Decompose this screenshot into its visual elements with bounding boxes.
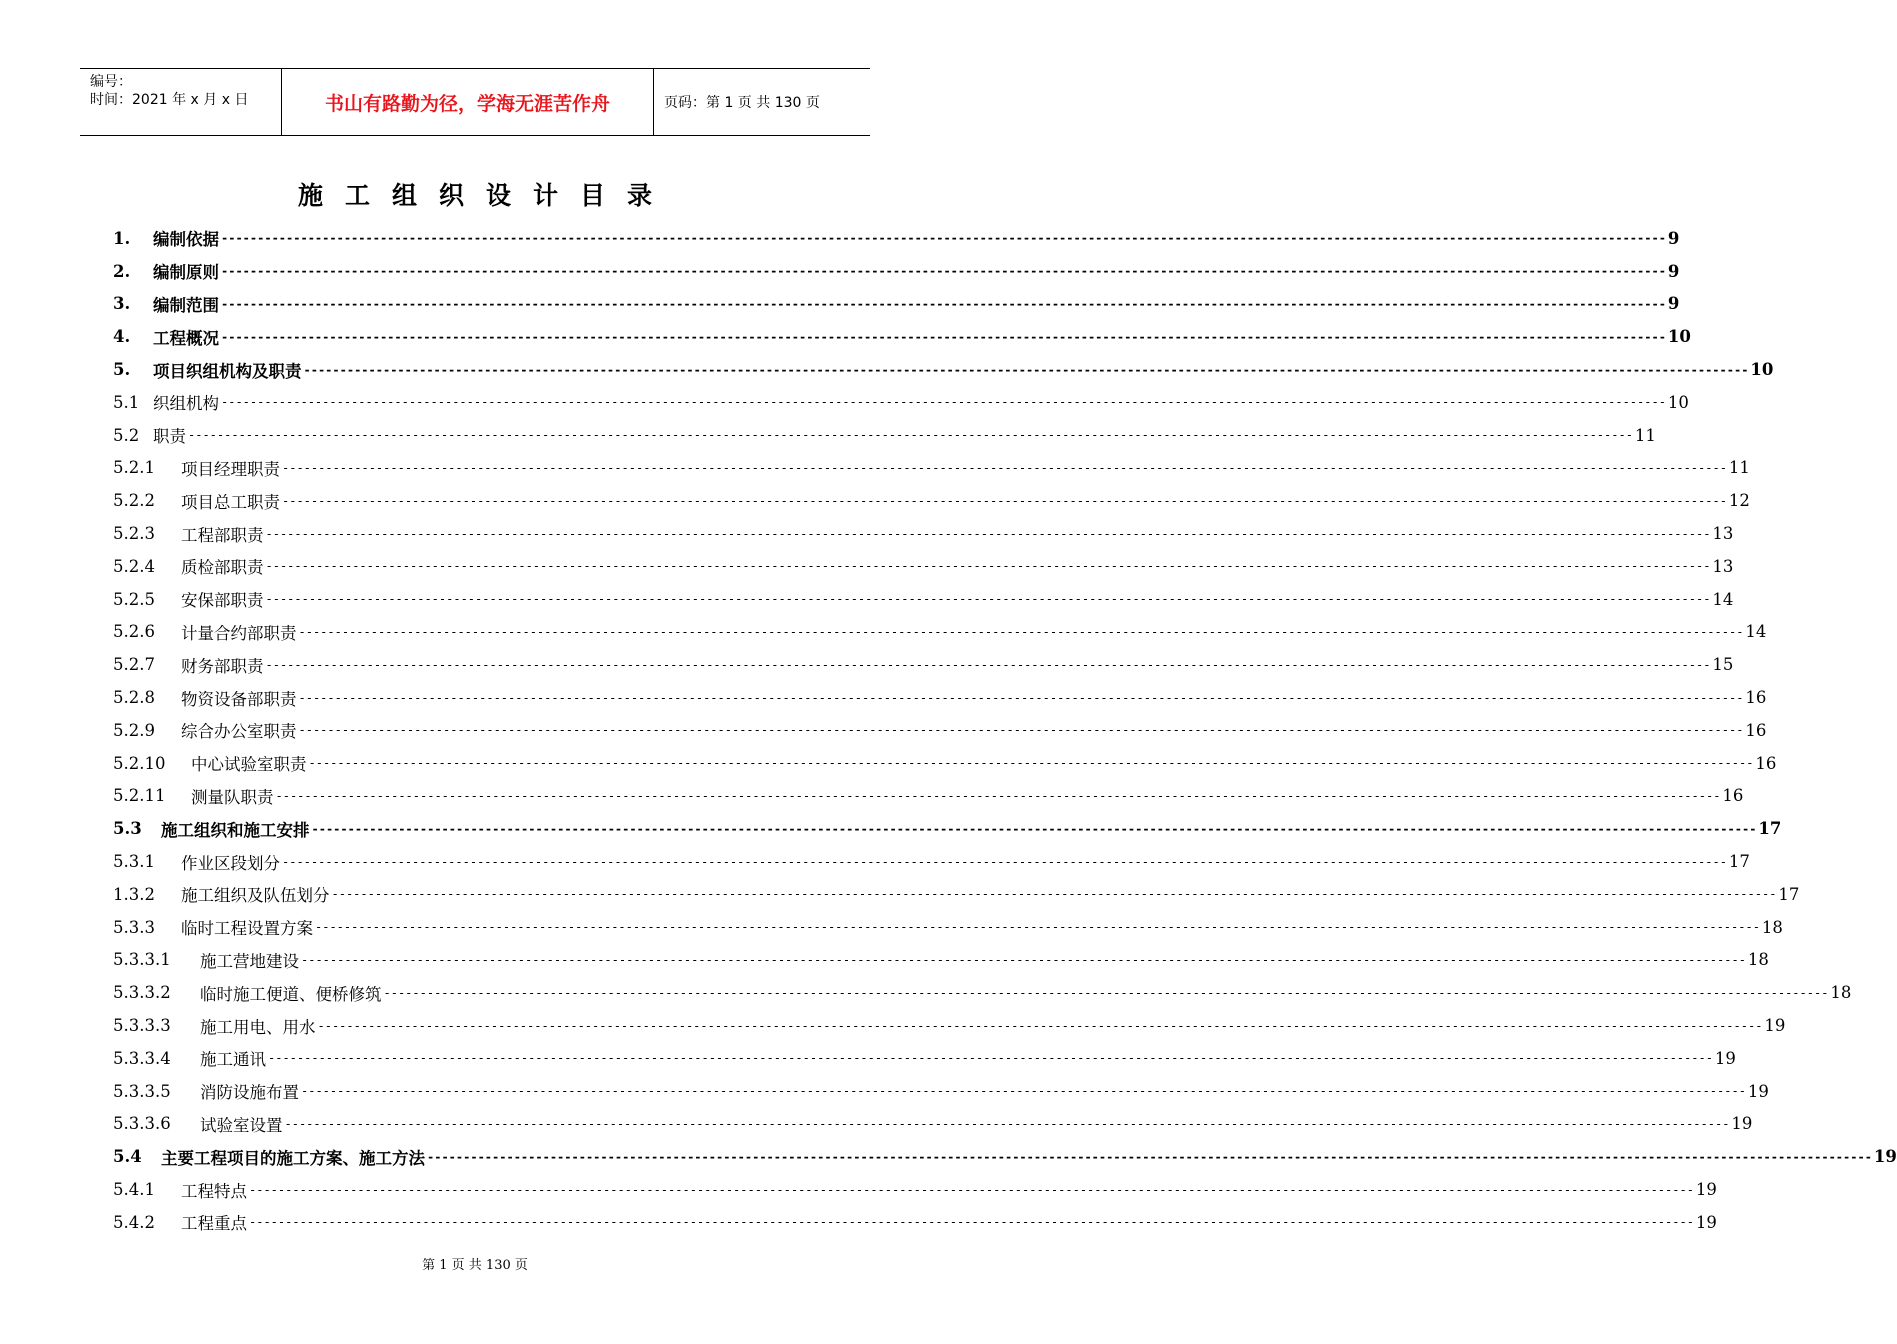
toc-leader: -------------------------------------------------------------------------------------------------------------------------------------------------------------------------------------------------------- [221, 264, 1666, 279]
toc-entry-number: 5.3.3.2 [113, 983, 171, 1003]
toc-entry-title: 施工组织和施工安排 [161, 820, 310, 840]
toc-entry-title: 消防设施布置 [200, 1083, 299, 1103]
toc-entry-title: 综合办公室职责 [181, 722, 297, 742]
toc-leader: -------------------------------------------------------------------------------------------------------------------------------------------------------------------------------------------------------- [427, 1149, 1872, 1164]
toc-entry-title: 职责 [153, 427, 186, 447]
toc-entry-page: 11 [1634, 425, 1656, 445]
toc-entry-title: 施工组织及队伍划分 [181, 886, 330, 906]
toc-entry-number: 5.4.2 [113, 1212, 155, 1232]
toc-entry-page: 19 [1873, 1147, 1897, 1167]
toc-entry-number: 5.3.3.3 [113, 1016, 171, 1036]
toc-entry-title: 施工用电、用水 [200, 1017, 316, 1037]
toc-entry-title: 项目经理职责 [181, 459, 280, 479]
toc-entry[interactable] [113, 1009, 1786, 1042]
toc-entry-title: 项目总工职责 [181, 492, 280, 512]
toc-entry-page: 18 [1747, 950, 1769, 970]
toc-entry[interactable] [113, 681, 1767, 714]
motto: 书山有路勤为径，学海无涯苦作舟 [282, 69, 654, 135]
toc-entry-page: 17 [1778, 884, 1800, 904]
toc-entry[interactable] [113, 911, 1783, 944]
toc-entry-title: 编制依据 [153, 230, 219, 250]
toc-leader: -------------------------------------------------------------------------------------------------------------------------------------------------------------------------------------------------------- [298, 624, 1744, 639]
toc-entry-number: 5.3.3.5 [113, 1081, 171, 1101]
toc-entry[interactable] [113, 1140, 1897, 1173]
toc-entry-number: 5.2 [113, 425, 140, 445]
toc-entry-page: 17 [1728, 852, 1750, 872]
toc-entry-number: 5.2.9 [113, 720, 155, 740]
table-of-contents [113, 222, 1897, 1239]
toc-entry-title: 主要工程项目的施工方案、施工方法 [161, 1148, 425, 1168]
toc-entry[interactable] [113, 320, 1691, 353]
toc-entry[interactable] [113, 255, 1680, 288]
toc-entry-number: 5.2.6 [113, 622, 155, 642]
toc-entry-title: 计量合约部职责 [181, 623, 297, 643]
toc-entry-page: 19 [1764, 1016, 1786, 1036]
toc-leader: -------------------------------------------------------------------------------------------------------------------------------------------------------------------------------------------------------- [298, 723, 1744, 738]
toc-entry[interactable] [113, 419, 1656, 452]
toc-entry[interactable] [113, 517, 1734, 550]
toc-entry-page: 19 [1695, 1212, 1717, 1232]
toc-entry[interactable] [113, 648, 1734, 681]
toc-entry-number: 5.3.3.1 [113, 950, 171, 970]
toc-leader: -------------------------------------------------------------------------------------------------------------------------------------------------------------------------------------------------------- [221, 296, 1666, 311]
toc-entry-page: 19 [1731, 1114, 1753, 1134]
toc-entry-page: 13 [1712, 556, 1734, 576]
page-footer: 第 1 页 共 130 页 [422, 1258, 528, 1273]
toc-entry-page: 18 [1761, 917, 1783, 937]
time-label: 时间：2021 年 x 月 x 日 [90, 92, 249, 108]
toc-entry-number: 5.2.3 [113, 524, 155, 544]
toc-leader: -------------------------------------------------------------------------------------------------------------------------------------------------------------------------------------------------------- [249, 1182, 1694, 1197]
toc-entry-number: 5.3.3.4 [113, 1048, 171, 1068]
toc-entry-page: 13 [1712, 524, 1734, 544]
toc-entry[interactable] [113, 222, 1680, 255]
toc-entry[interactable] [113, 812, 1782, 845]
toc-entry[interactable] [113, 1042, 1736, 1075]
toc-entry-number: 5.4 [113, 1147, 142, 1167]
toc-leader: -------------------------------------------------------------------------------------------------------------------------------------------------------------------------------------------------------- [298, 690, 1744, 705]
toc-entry-number: 5.4.1 [113, 1180, 155, 1199]
toc-entry-page: 16 [1722, 786, 1744, 806]
toc-leader: -------------------------------------------------------------------------------------------------------------------------------------------------------------------------------------------------------- [221, 231, 1666, 246]
toc-entry-title: 编制原则 [153, 263, 219, 283]
toc-leader: -------------------------------------------------------------------------------------------------------------------------------------------------------------------------------------------------------- [311, 821, 1757, 836]
toc-entry-page: 9 [1667, 261, 1680, 281]
toc-leader: -------------------------------------------------------------------------------------------------------------------------------------------------------------------------------------------------------- [275, 788, 1721, 803]
toc-entry-number: 5.1 [113, 392, 140, 412]
toc-entry[interactable] [113, 845, 1750, 878]
toc-entry-page: 12 [1728, 491, 1750, 511]
toc-entry-title: 物资设备部职责 [181, 689, 297, 709]
toc-entry-page: 16 [1745, 720, 1767, 740]
toc-entry-number: 5.2.5 [113, 589, 155, 609]
toc-entry-number: 5. [113, 360, 131, 380]
page-header [80, 68, 870, 136]
toc-leader: -------------------------------------------------------------------------------------------------------------------------------------------------------------------------------------------------------- [268, 1051, 1713, 1066]
toc-leader: -------------------------------------------------------------------------------------------------------------------------------------------------------------------------------------------------------- [383, 985, 1829, 1000]
toc-entry-title: 临时施工便道、便桥修筑 [200, 984, 382, 1004]
toc-leader: -------------------------------------------------------------------------------------------------------------------------------------------------------------------------------------------------------- [301, 1084, 1746, 1099]
toc-entry-number: 4. [113, 327, 131, 347]
toc-leader: -------------------------------------------------------------------------------------------------------------------------------------------------------------------------------------------------------- [315, 920, 1760, 935]
number-label: 编号： [90, 74, 132, 90]
toc-entry-title: 工程重点 [181, 1214, 247, 1234]
toc-entry[interactable] [113, 1108, 1753, 1141]
toc-entry[interactable] [113, 386, 1689, 419]
toc-entry-page: 10 [1750, 360, 1774, 380]
toc-entry[interactable] [113, 583, 1734, 616]
toc-entry[interactable] [113, 878, 1800, 911]
toc-leader: -------------------------------------------------------------------------------------------------------------------------------------------------------------------------------------------------------- [265, 526, 1711, 541]
page-title: 施工组织设计目录 [297, 181, 674, 210]
toc-entry-number: 5.2.8 [113, 688, 155, 708]
toc-entry-number: 5.2.2 [113, 491, 155, 511]
toc-entry-page: 19 [1714, 1048, 1736, 1068]
toc-entry-number: 5.3.1 [113, 852, 155, 872]
toc-entry-number: 5.3.3 [113, 917, 155, 937]
toc-entry-page: 9 [1667, 228, 1680, 248]
toc-entry-title: 安保部职责 [181, 591, 264, 611]
toc-entry-title: 施工通讯 [200, 1050, 266, 1070]
toc-entry-number: 5.3.3.6 [113, 1114, 171, 1134]
toc-entry-title: 工程部职责 [181, 525, 264, 545]
toc-leader: -------------------------------------------------------------------------------------------------------------------------------------------------------------------------------------------------------- [188, 428, 1633, 443]
toc-leader: -------------------------------------------------------------------------------------------------------------------------------------------------------------------------------------------------------- [282, 493, 1727, 508]
toc-entry[interactable] [113, 550, 1734, 583]
toc-entry-page: 16 [1745, 688, 1767, 708]
toc-entry-title: 项目织组机构及职责 [153, 361, 302, 381]
header-meta [80, 69, 282, 135]
toc-entry-title: 织组机构 [153, 394, 219, 414]
toc-entry-page: 18 [1830, 983, 1852, 1003]
toc-entry[interactable] [113, 747, 1777, 780]
toc-entry-page: 9 [1667, 294, 1680, 314]
toc-entry-number: 5.3 [113, 819, 142, 839]
toc-entry-page: 14 [1745, 622, 1767, 642]
toc-entry-page: 19 [1747, 1081, 1769, 1101]
page-info: 页码：第 1 页 共 130 页 [664, 95, 820, 111]
toc-entry[interactable] [113, 1206, 1717, 1239]
toc-leader: -------------------------------------------------------------------------------------------------------------------------------------------------------------------------------------------------------- [282, 460, 1727, 475]
toc-entry[interactable] [113, 616, 1767, 649]
toc-entry-page: 10 [1667, 327, 1691, 347]
toc-entry-title: 临时工程设置方案 [181, 919, 313, 939]
toc-leader: -------------------------------------------------------------------------------------------------------------------------------------------------------------------------------------------------------- [301, 952, 1746, 967]
toc-leader: -------------------------------------------------------------------------------------------------------------------------------------------------------------------------------------------------------- [308, 756, 1754, 771]
toc-entry-number: 5.2.4 [113, 556, 155, 576]
toc-entry-number: 3. [113, 294, 131, 314]
toc-entry-page: 11 [1728, 458, 1750, 478]
toc-entry[interactable] [113, 944, 1769, 977]
toc-entry-title: 质检部职责 [181, 558, 264, 578]
toc-entry[interactable] [113, 288, 1680, 321]
toc-entry-page: 15 [1712, 655, 1734, 675]
toc-entry[interactable] [113, 1173, 1717, 1206]
toc-leader: -------------------------------------------------------------------------------------------------------------------------------------------------------------------------------------------------------- [303, 362, 1749, 377]
toc-entry-page: 14 [1712, 589, 1734, 609]
toc-leader: -------------------------------------------------------------------------------------------------------------------------------------------------------------------------------------------------------- [265, 592, 1711, 607]
toc-entry-title: 作业区段划分 [181, 853, 280, 873]
toc-entry-number: 1.3.2 [113, 884, 155, 904]
toc-entry-number: 5.2.7 [113, 655, 155, 675]
toc-entry[interactable] [113, 484, 1750, 517]
toc-entry-page: 17 [1758, 819, 1782, 839]
toc-entry-page: 10 [1667, 392, 1689, 412]
toc-entry-number: 5.2.11 [113, 786, 166, 806]
toc-entry-number: 5.2.10 [113, 753, 166, 773]
toc-entry[interactable] [113, 976, 1852, 1009]
toc-leader: -------------------------------------------------------------------------------------------------------------------------------------------------------------------------------------------------------- [221, 329, 1666, 344]
toc-leader: -------------------------------------------------------------------------------------------------------------------------------------------------------------------------------------------------------- [265, 559, 1711, 574]
toc-entry[interactable] [113, 353, 1774, 386]
toc-entry-number: 5.2.1 [113, 458, 155, 478]
toc-entry-title: 工程概况 [153, 328, 219, 348]
toc-entry[interactable] [113, 714, 1767, 747]
toc-entry-title: 施工营地建设 [200, 951, 299, 971]
toc-entry-page: 19 [1695, 1180, 1717, 1199]
toc-leader: -------------------------------------------------------------------------------------------------------------------------------------------------------------------------------------------------------- [282, 854, 1727, 869]
toc-leader: -------------------------------------------------------------------------------------------------------------------------------------------------------------------------------------------------------- [249, 1215, 1694, 1230]
toc-entry-title: 财务部职责 [181, 656, 264, 676]
toc-entry-number: 1. [113, 228, 131, 248]
toc-leader: -------------------------------------------------------------------------------------------------------------------------------------------------------------------------------------------------------- [221, 395, 1666, 410]
toc-entry-page: 16 [1755, 753, 1777, 773]
toc-entry-title: 编制范围 [153, 295, 219, 315]
toc-leader: -------------------------------------------------------------------------------------------------------------------------------------------------------------------------------------------------------- [265, 657, 1711, 672]
toc-entry-title: 中心试验室职责 [191, 755, 307, 775]
toc-leader: -------------------------------------------------------------------------------------------------------------------------------------------------------------------------------------------------------- [331, 887, 1777, 902]
toc-entry[interactable] [113, 452, 1750, 485]
toc-leader: -------------------------------------------------------------------------------------------------------------------------------------------------------------------------------------------------------- [284, 1116, 1730, 1131]
toc-entry-title: 试验室设置 [200, 1115, 283, 1135]
toc-entry-title: 测量队职责 [191, 787, 274, 807]
toc-entry[interactable] [113, 780, 1744, 813]
toc-entry-number: 2. [113, 261, 131, 281]
toc-entry[interactable] [113, 1075, 1769, 1108]
toc-entry-title: 工程特点 [181, 1181, 247, 1201]
toc-leader: -------------------------------------------------------------------------------------------------------------------------------------------------------------------------------------------------------- [317, 1018, 1763, 1033]
